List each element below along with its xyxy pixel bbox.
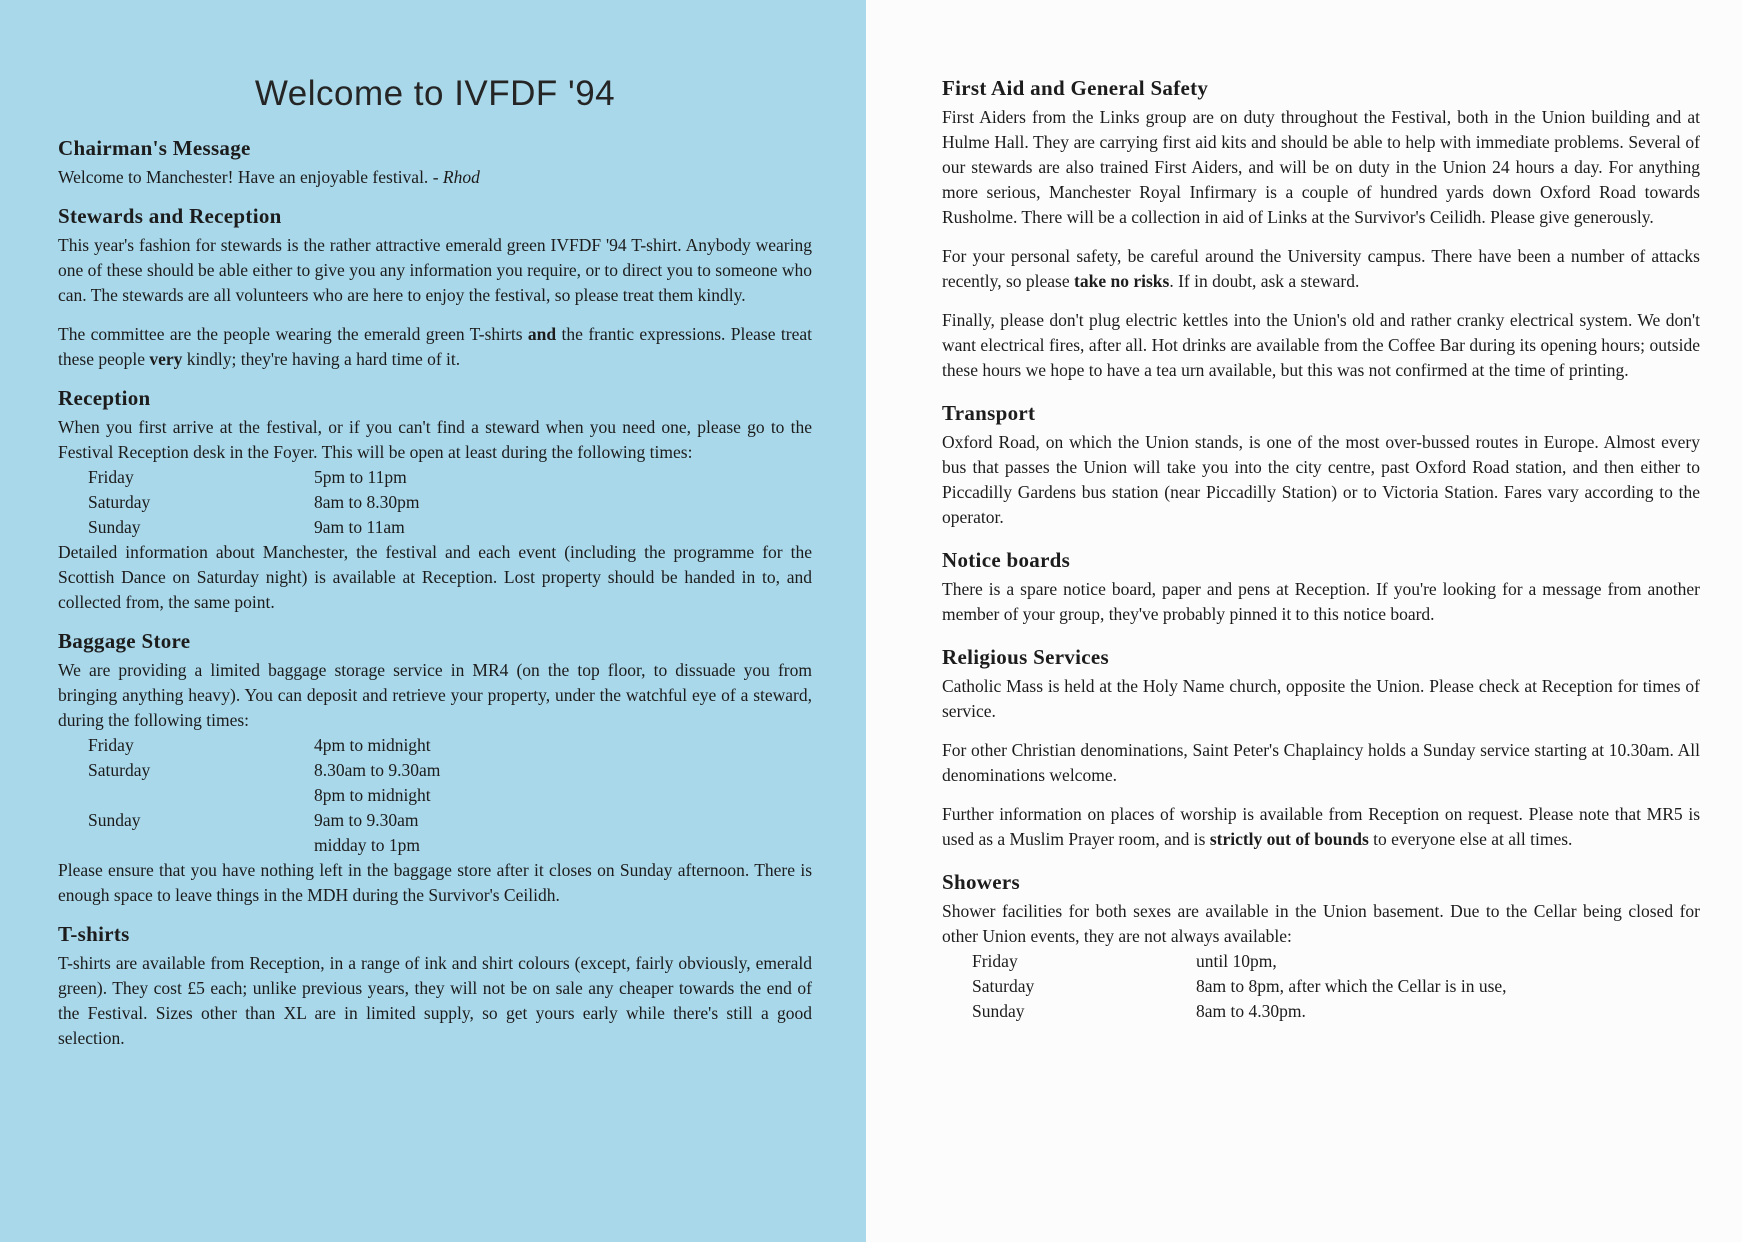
schedule-time: 9am to 11am (314, 517, 405, 537)
baggage-paragraph-1: We are providing a limited baggage storage service in MR4 (on the top floor, to dissuade you from bringing anything heavy). You can deposit and retrieve your property, under the watchful eye of a steward, during the following times: (58, 660, 812, 730)
text-run: For your personal safety, be careful around the University campus. There have been a number of attacks recently, so please (942, 246, 1700, 291)
schedule-time: 9am to 9.30am (314, 810, 419, 830)
section-showers (942, 870, 1700, 1024)
schedule-day: Saturday (972, 976, 1035, 996)
schedule-day: Saturday (88, 492, 151, 512)
heading-stewards: Stewards and Reception (58, 204, 282, 228)
section-baggage (58, 629, 812, 908)
heading-transport: Transport (942, 401, 1036, 425)
showers-schedule (942, 949, 1700, 1024)
heading-baggage: Baggage Store (58, 629, 191, 653)
reception-schedule (58, 465, 812, 540)
heading-tshirts: T-shirts (58, 922, 130, 946)
chairman-separator: - (428, 167, 443, 187)
schedule-day: Friday (88, 467, 134, 487)
schedule-day: Sunday (88, 810, 141, 830)
reception-paragraph-2: Detailed information about Manchester, the festival and each event (including the programme for the Scottish Dance on Saturday night) is available at Reception. Lost property should be handed in to, and collected from, the same point. (58, 542, 812, 612)
section-stewards (58, 204, 812, 372)
section-first-aid (942, 76, 1700, 383)
schedule-day: Sunday (972, 1001, 1025, 1021)
page-title: Welcome to IVFDF '94 (254, 74, 616, 113)
religious-paragraph-2: For other Christian denominations, Saint Peter's Chaplaincy holds a Sunday service starting at 10.30am. All denominations welcome. (942, 740, 1700, 785)
first-aid-paragraph-2 (942, 244, 1700, 294)
transport-paragraph-1: Oxford Road, on which the Union stands, is one of the most over-bussed routes in Europe. Almost every bus that passes the Union will take you into the city centre, past Oxford Road station, and then either to Piccadilly Gardens bus station (near Piccadilly Station) or to Victoria Station. Fares vary according to the operator. (942, 432, 1700, 527)
schedule-time: 5pm to 11pm (314, 467, 407, 487)
first-aid-paragraph-1: First Aiders from the Links group are on duty throughout the Festival, both in the Union building and at Hulme Hall. They are carrying first aid kits and should be able to help with immediate problems. Several of our stewards are also trained First Aiders, and will be on duty in the Union 24 hours a day. For anything more serious, Manchester Royal Infirmary is a couple of hundred yards down Oxford Road towards Rusholme. There will be a collection in aid of Links at the Survivor's Ceilidh. Please give generously. (942, 107, 1700, 227)
section-religious (942, 645, 1700, 852)
schedule-time: 8pm to midnight (314, 785, 431, 805)
schedule-time: 8am to 8pm, after which the Cellar is in use, (1196, 976, 1507, 996)
left-page (0, 0, 866, 1242)
schedule-time: 4pm to midnight (314, 735, 431, 755)
section-notice-boards (942, 548, 1700, 627)
baggage-paragraph-2: Please ensure that you have nothing left in the baggage store after it closes on Sunday afternoon. There is enough space to leave things in the MDH during the Survivor's Ceilidh. (58, 860, 812, 905)
stewards-paragraph-1: This year's fashion for stewards is the rather attractive emerald green IVFDF '94 T-shirt. Anybody wearing one of these should be able either to give you any information you require, or to direct you to someone who can. The stewards are all volunteers who are here to enjoy the festival, so please treat them kindly. (58, 235, 812, 305)
schedule-day: Sunday (88, 517, 141, 537)
tshirts-paragraph-1: T-shirts are available from Reception, in a range of ink and shirt colours (except, fairly obviously, emerald green). They cost £5 each; unlike previous years, they will not be on sale any cheaper towards the end of the Festival. Sizes other than XL are in limited supply, so get yours early while there's still a good selection. (58, 953, 812, 1048)
chairman-text (58, 165, 812, 190)
reception-paragraph-1: When you first arrive at the festival, or if you can't find a steward when you need one, please go to the Festival Reception desk in the Foyer. This will be open at least during the following times: (58, 417, 812, 462)
heading-first-aid: First Aid and General Safety (942, 76, 1209, 100)
religious-paragraph-1: Catholic Mass is held at the Holy Name church, opposite the Union. Please check at Reception for times of service. (942, 676, 1700, 721)
heading-religious: Religious Services (942, 645, 1109, 669)
showers-paragraph-1: Shower facilities for both sexes are available in the Union basement. Due to the Cellar being closed for other Union events, they are not always available: (942, 901, 1700, 946)
notice-paragraph-1: There is a spare notice board, paper and pens at Reception. If you're looking for a message from another member of your group, they've probably pinned it to this notice board. (942, 579, 1700, 624)
schedule-time: 8am to 4.30pm. (1196, 1001, 1306, 1021)
heading-chairman: Chairman's Message (58, 136, 251, 160)
schedule-day-blank (88, 833, 314, 858)
schedule-time: until 10pm, (1196, 951, 1277, 971)
emphasis-and: and (527, 324, 557, 344)
emphasis-take-no-risks: take no risks (1074, 271, 1170, 291)
emphasis-very: very (149, 349, 183, 369)
text-run: the frantic expressions. Please treat these people (58, 324, 812, 369)
schedule-day-blank (88, 783, 314, 808)
text-run: . If in doubt, ask a steward. (1169, 271, 1360, 291)
schedule-time: midday to 1pm (314, 835, 420, 855)
schedule-time: 8am to 8.30pm (314, 492, 420, 512)
text-run: kindly; they're having a hard time of it. (182, 349, 461, 369)
heading-showers: Showers (942, 870, 1020, 894)
text-run: to everyone else at all times. (1368, 829, 1573, 849)
religious-paragraph-3 (942, 802, 1700, 852)
section-transport (942, 401, 1700, 530)
section-reception (58, 386, 812, 615)
schedule-time: 8.30am to 9.30am (314, 760, 441, 780)
text-run: The committee are the people wearing the emerald green T-shirts (58, 324, 528, 344)
text-run: Further information on places of worship is available from Reception on request. Please note that MR5 is used as a Muslim Prayer room, and is (942, 804, 1700, 849)
chairman-message: Welcome to Manchester! Have an enjoyable festival. (58, 167, 429, 187)
heading-notice-boards: Notice boards (942, 548, 1071, 572)
schedule-day: Friday (972, 951, 1018, 971)
baggage-schedule (58, 733, 812, 858)
schedule-day: Friday (88, 735, 134, 755)
chairman-signature: Rhod (442, 167, 480, 187)
emphasis-out-of-bounds: strictly out of bounds (1209, 829, 1369, 849)
section-chairman (58, 136, 812, 190)
heading-reception: Reception (58, 386, 151, 410)
first-aid-paragraph-3: Finally, please don't plug electric kettles into the Union's old and rather cranky electrical system. We don't want electrical fires, after all. Hot drinks are available from the Coffee Bar during its opening hours; outside these hours we hope to have a tea urn available, but this was not confirmed at the time of printing. (942, 310, 1700, 380)
stewards-paragraph-2 (58, 322, 812, 372)
schedule-day: Saturday (88, 760, 151, 780)
right-page (866, 0, 1742, 1242)
section-tshirts (58, 922, 812, 1051)
